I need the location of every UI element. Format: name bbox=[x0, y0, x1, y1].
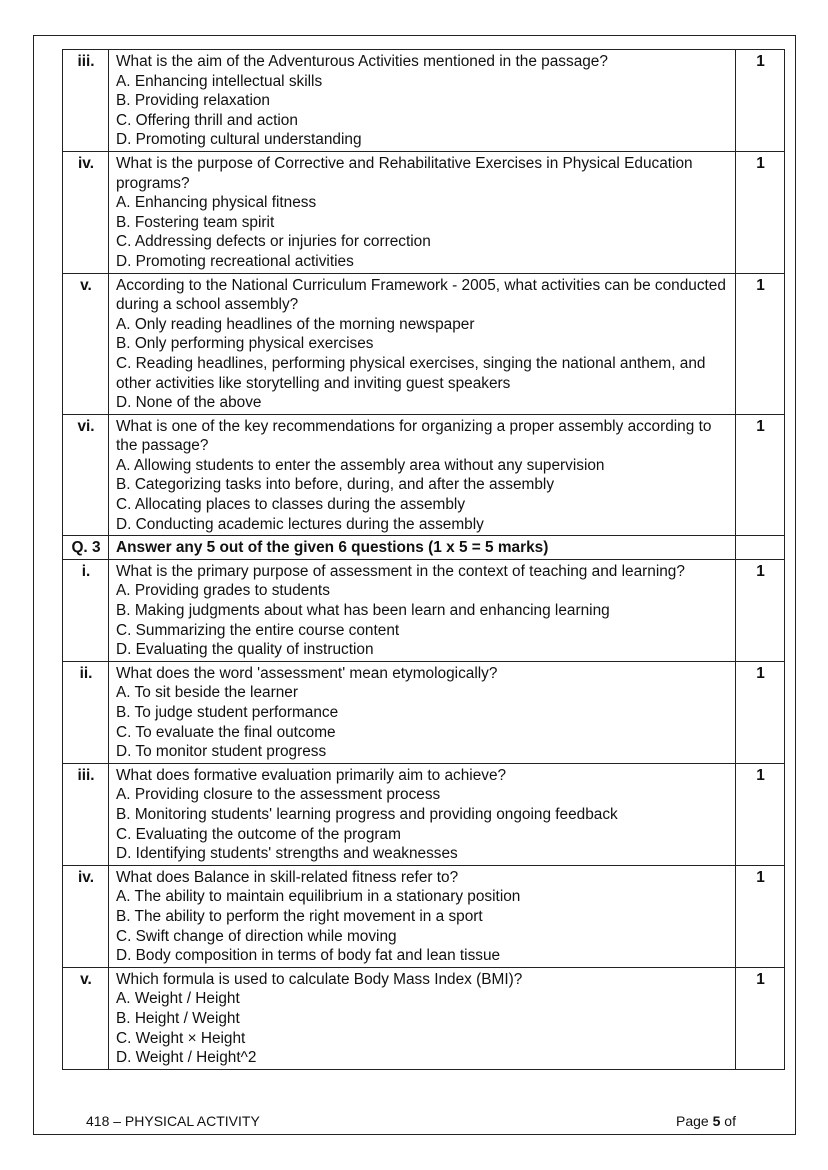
answer-option: D. Promoting recreational activities bbox=[116, 252, 354, 270]
question-table-body bbox=[63, 50, 785, 1070]
question-marks: 1 bbox=[736, 763, 785, 865]
question-number: iv. bbox=[63, 865, 109, 967]
question-text: What does Balance in skill-related fitness refer to? bbox=[116, 868, 459, 886]
question-text: According to the National Curriculum Framework - 2005, what activities can be conducted during a school assembly? bbox=[116, 276, 726, 314]
question-marks: 1 bbox=[736, 50, 785, 152]
question-number: v. bbox=[63, 273, 109, 414]
answer-option: D. Identifying students' strengths and weaknesses bbox=[116, 845, 458, 863]
answer-option: B. Fostering team spirit bbox=[116, 213, 275, 231]
answer-option: D. To monitor student progress bbox=[116, 743, 327, 761]
answer-option: C. Addressing defects or injuries for correction bbox=[116, 233, 431, 251]
answer-option: A. Enhancing intellectual skills bbox=[116, 72, 323, 90]
question-text: What is one of the key recommendations for organizing a proper assembly according to the passage? bbox=[116, 417, 712, 455]
question-cell bbox=[109, 865, 736, 967]
answer-option: C. Allocating places to classes during the assembly bbox=[116, 496, 466, 514]
answer-option: D. Conducting academic lectures during the assembly bbox=[116, 515, 484, 533]
question-row bbox=[63, 414, 785, 536]
answer-option: D. None of the above bbox=[116, 394, 262, 412]
question-text: Which formula is used to calculate Body Mass Index (BMI)? bbox=[116, 970, 523, 988]
answer-option: D. Promoting cultural understanding bbox=[116, 131, 362, 149]
question-cell bbox=[109, 414, 736, 536]
answer-option: A. Allowing students to enter the assembly area without any supervision bbox=[116, 456, 605, 474]
question-row bbox=[63, 273, 785, 414]
answer-option: B. The ability to perform the right movement in a sport bbox=[116, 907, 483, 925]
footer-course: 418 – PHYSICAL ACTIVITY bbox=[86, 1113, 260, 1129]
footer-of-label: of bbox=[724, 1113, 736, 1129]
question-number: v. bbox=[63, 967, 109, 1069]
answer-option: A. To sit beside the learner bbox=[116, 684, 298, 702]
answer-option: A. Providing grades to students bbox=[116, 582, 330, 600]
question-number: iv. bbox=[63, 151, 109, 273]
answer-option: B. Only performing physical exercises bbox=[116, 335, 374, 353]
section-title: Answer any 5 out of the given 6 questions (1 x 5 = 5 marks) bbox=[109, 536, 736, 560]
question-text: What does formative evaluation primarily aim to achieve? bbox=[116, 766, 507, 784]
question-number: ii. bbox=[63, 661, 109, 763]
question-cell bbox=[109, 559, 736, 661]
question-marks: 1 bbox=[736, 151, 785, 273]
answer-option: A. Providing closure to the assessment process bbox=[116, 786, 441, 804]
question-marks: 1 bbox=[736, 559, 785, 661]
question-cell bbox=[109, 763, 736, 865]
question-cell bbox=[109, 273, 736, 414]
answer-option: D. Evaluating the quality of instruction bbox=[116, 641, 374, 659]
question-cell bbox=[109, 50, 736, 152]
question-row bbox=[63, 559, 785, 661]
answer-option: A. The ability to maintain equilibrium in a stationary position bbox=[116, 888, 521, 906]
question-marks: 1 bbox=[736, 967, 785, 1069]
answer-option: C. Swift change of direction while moving bbox=[116, 927, 397, 945]
question-marks: 1 bbox=[736, 273, 785, 414]
question-cell bbox=[109, 151, 736, 273]
answer-option: A. Enhancing physical fitness bbox=[116, 194, 317, 212]
answer-option: B. Providing relaxation bbox=[116, 92, 270, 110]
answer-option: B. Making judgments about what has been learn and enhancing learning bbox=[116, 602, 610, 620]
answer-option: C. Offering thrill and action bbox=[116, 111, 298, 129]
answer-option: C. Summarizing the entire course content bbox=[116, 621, 400, 639]
answer-option: D. Body composition in terms of body fat and lean tissue bbox=[116, 947, 501, 965]
question-text: What is the purpose of Corrective and Rehabilitative Exercises in Physical Education programs? bbox=[116, 154, 693, 192]
question-number: iii. bbox=[63, 50, 109, 152]
question-row bbox=[63, 661, 785, 763]
question-text: What does the word 'assessment' mean etymologically? bbox=[116, 664, 498, 682]
section-marks-empty bbox=[736, 536, 785, 560]
answer-option: C. To evaluate the final outcome bbox=[116, 723, 336, 741]
question-table bbox=[62, 49, 785, 1070]
question-marks: 1 bbox=[736, 661, 785, 763]
question-cell bbox=[109, 967, 736, 1069]
question-number: iii. bbox=[63, 763, 109, 865]
question-number: i. bbox=[63, 559, 109, 661]
question-text: What is the primary purpose of assessment in the context of teaching and learning? bbox=[116, 562, 685, 580]
answer-option: B. Monitoring students' learning progress and providing ongoing feedback bbox=[116, 805, 618, 823]
answer-option: A. Weight / Height bbox=[116, 990, 240, 1008]
question-cell bbox=[109, 661, 736, 763]
question-number: vi. bbox=[63, 414, 109, 536]
answer-option: D. Weight / Height^2 bbox=[116, 1049, 257, 1067]
answer-option: C. Weight × Height bbox=[116, 1029, 246, 1047]
answer-option: A. Only reading headlines of the morning newspaper bbox=[116, 315, 475, 333]
answer-option: C. Evaluating the outcome of the program bbox=[116, 825, 401, 843]
footer-page-label: Page bbox=[676, 1113, 709, 1129]
question-marks: 1 bbox=[736, 414, 785, 536]
question-marks: 1 bbox=[736, 865, 785, 967]
answer-option: B. Categorizing tasks into before, during, and after the assembly bbox=[116, 476, 555, 494]
question-row bbox=[63, 967, 785, 1069]
footer-page bbox=[676, 1113, 736, 1129]
answer-option: B. Height / Weight bbox=[116, 1009, 240, 1027]
question-row bbox=[63, 50, 785, 152]
answer-option: B. To judge student performance bbox=[116, 704, 339, 721]
question-row bbox=[63, 763, 785, 865]
section-number: Q. 3 bbox=[63, 536, 109, 560]
question-row bbox=[63, 151, 785, 273]
question-text: What is the aim of the Adventurous Activities mentioned in the passage? bbox=[116, 53, 608, 70]
question-row bbox=[63, 865, 785, 967]
answer-option: C. Reading headlines, performing physical exercises, singing the national anthem, and other activities like storytelling and inviting guest speakers bbox=[116, 354, 706, 392]
section-header-row bbox=[63, 536, 785, 560]
footer-page-number: 5 bbox=[712, 1113, 721, 1129]
